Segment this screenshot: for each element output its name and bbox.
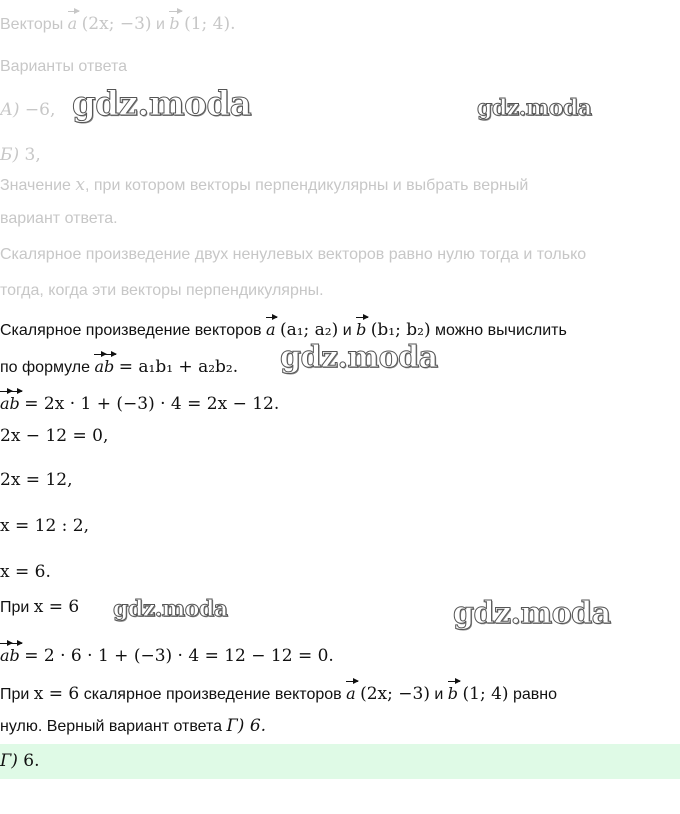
task-line-1: Значение x, при котором векторы перпендикулярны и выбрать верный <box>0 175 529 195</box>
check-calc-line: ab = 2 · 6 · 1 + (−3) · 4 = 12 − 12 = 0. <box>0 642 334 666</box>
watermark-logo: gdz.moda <box>477 95 592 121</box>
check-line: При x = 6 <box>0 597 80 617</box>
watermark-logo: gdz.moda <box>113 596 228 622</box>
conclusion-line-1: При x = 6 скалярное произведение векторов a (2x; −3) и b (1; 4) равно <box>0 680 557 704</box>
vector-b-coords: (1; 4). <box>184 14 236 34</box>
final-answer-box <box>0 744 680 779</box>
task-line-2: вариант ответа. <box>0 210 118 227</box>
rule-line-2: тогда, когда эти векторы перпендикулярны. <box>0 282 324 299</box>
watermark-logo: gdz.moda <box>453 596 611 631</box>
equation-2: 2x = 12, <box>0 470 73 490</box>
formula-line-1: Скалярное произведение векторов a (a₁; a₂) и b (b₁; b₂) можно вычислить <box>0 316 567 340</box>
equation-4: x = 6. <box>0 562 51 582</box>
watermark-logo: gdz.moda <box>72 84 252 124</box>
vector-b-symbol: b <box>169 10 179 33</box>
conclusion-line-2: нулю. Верный вариант ответа Г) 6. <box>0 716 267 736</box>
option-b: Б) 3, <box>0 145 41 165</box>
calc-line: ab = 2x · 1 + (−3) · 4 = 2x − 12. <box>0 390 279 414</box>
scalar-product-formula: = a₁b₁ + a₂b₂. <box>118 357 239 377</box>
final-answer: Г) 6. <box>0 751 40 771</box>
vector-a-coords: (2x; −3) <box>81 14 152 34</box>
equation-3: x = 12 : 2, <box>0 516 90 536</box>
problem-statement: Векторы a (2x; −3) и b (1; 4). <box>0 10 236 34</box>
answers-heading: Варианты ответа <box>0 58 128 75</box>
option-a: А) −6, <box>0 100 56 120</box>
formula-line-2: по формуле ab = a₁b₁ + a₂b₂. <box>0 353 238 377</box>
equation-1: 2x − 12 = 0, <box>0 426 109 446</box>
vector-a-symbol: a <box>68 10 78 33</box>
rule-line-1: Скалярное произведение двух ненулевых векторов равно нулю тогда и только <box>0 246 587 263</box>
watermark-logo: gdz.moda <box>280 340 438 375</box>
